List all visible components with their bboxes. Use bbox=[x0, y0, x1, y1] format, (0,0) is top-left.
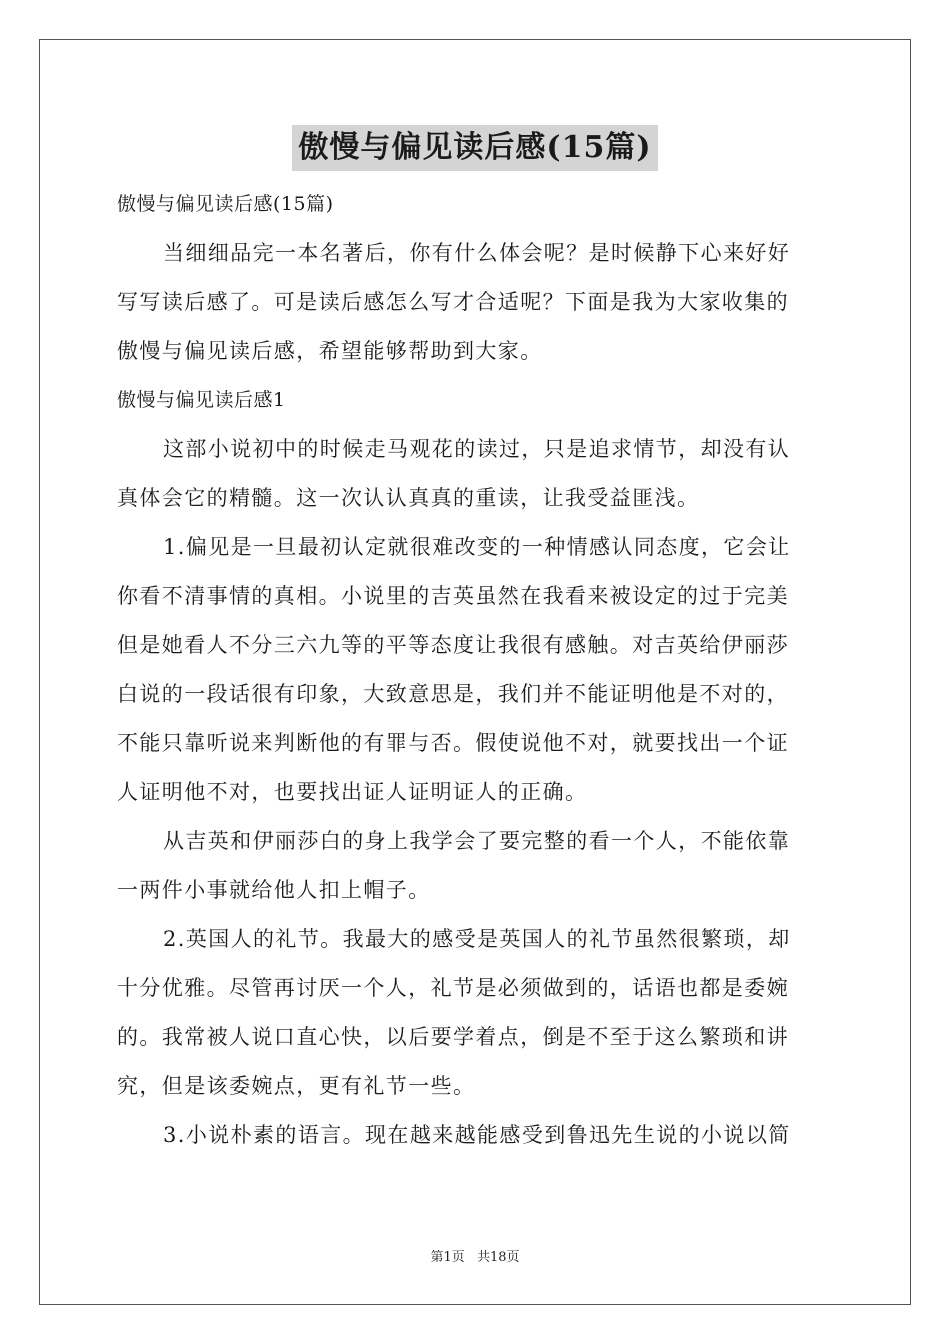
text-line: 傲慢与偏见读后感，希望能够帮助到大家。 bbox=[117, 339, 543, 363]
paragraph-3 bbox=[117, 817, 833, 915]
paragraph-5 bbox=[117, 1111, 833, 1160]
text-line: 的。我常被人说口直心快，以后要学着点，倒是不至于这么繁琐和讲 bbox=[117, 1025, 789, 1049]
text-line: 究，但是该委婉点，更有礼节一些。 bbox=[117, 1074, 476, 1098]
document-body bbox=[117, 180, 833, 1160]
text-line: 一两件小事就给他人扣上帽子。 bbox=[117, 878, 431, 902]
text-line: 真体会它的精髓。这一次认认真真的重读，让我受益匪浅。 bbox=[117, 486, 700, 510]
paragraph-4 bbox=[117, 915, 833, 1111]
text-line: 这部小说初中的时候走马观花的读过，只是追求情节，却没有认 bbox=[163, 437, 791, 461]
page-footer bbox=[0, 1246, 950, 1265]
paragraph-2 bbox=[117, 523, 833, 817]
text-line: 从吉英和伊丽莎白的身上我学会了要完整的看一个人，不能依靠 bbox=[163, 829, 791, 853]
text-line: 人证明他不对，也要找出证人证明证人的正确。 bbox=[117, 780, 588, 804]
text-line: 十分优雅。尽管再讨厌一个人，礼节是必须做到的，话语也都是委婉 bbox=[117, 976, 789, 1000]
title-container bbox=[0, 125, 950, 171]
text-line: 2.英国人的礼节。我最大的感受是英国人的礼节虽然很繁琐，却 bbox=[163, 927, 791, 951]
text-line: 但是她看人不分三六九等的平等态度让我很有感触。对吉英给伊丽莎 bbox=[117, 633, 789, 657]
text-line: 白说的一段话很有印象，大致意思是，我们并不能证明他是不对的， bbox=[117, 682, 789, 706]
page-number: 第1页 bbox=[430, 1250, 465, 1265]
section-heading: 傲慢与偏见读后感1 bbox=[117, 389, 286, 411]
text-line: 1.偏见是一旦最初认定就很难改变的一种情感认同态度，它会让 bbox=[163, 535, 791, 559]
page-total: 共18页 bbox=[476, 1250, 520, 1265]
text-line: 不能只靠听说来判断他的有罪与否。假使说他不对，就要找出一个证 bbox=[117, 731, 789, 755]
paragraph-1 bbox=[117, 425, 833, 523]
text-line: 当细细品完一本名著后，你有什么体会呢？是时候静下心来好好 bbox=[163, 241, 791, 265]
text-line: 你看不清事情的真相。小说里的吉英虽然在我看来被设定的过于完美 bbox=[117, 584, 789, 608]
document-subtitle: 傲慢与偏见读后感(15篇) bbox=[117, 193, 334, 215]
text-line: 3.小说朴素的语言。现在越来越能感受到鲁迅先生说的小说以简 bbox=[163, 1123, 791, 1147]
intro-paragraph bbox=[117, 229, 833, 376]
text-line: 写写读后感了。可是读后感怎么写才合适呢？下面是我为大家收集的 bbox=[117, 290, 789, 314]
document-title: 傲慢与偏见读后感(15篇) bbox=[292, 125, 657, 171]
